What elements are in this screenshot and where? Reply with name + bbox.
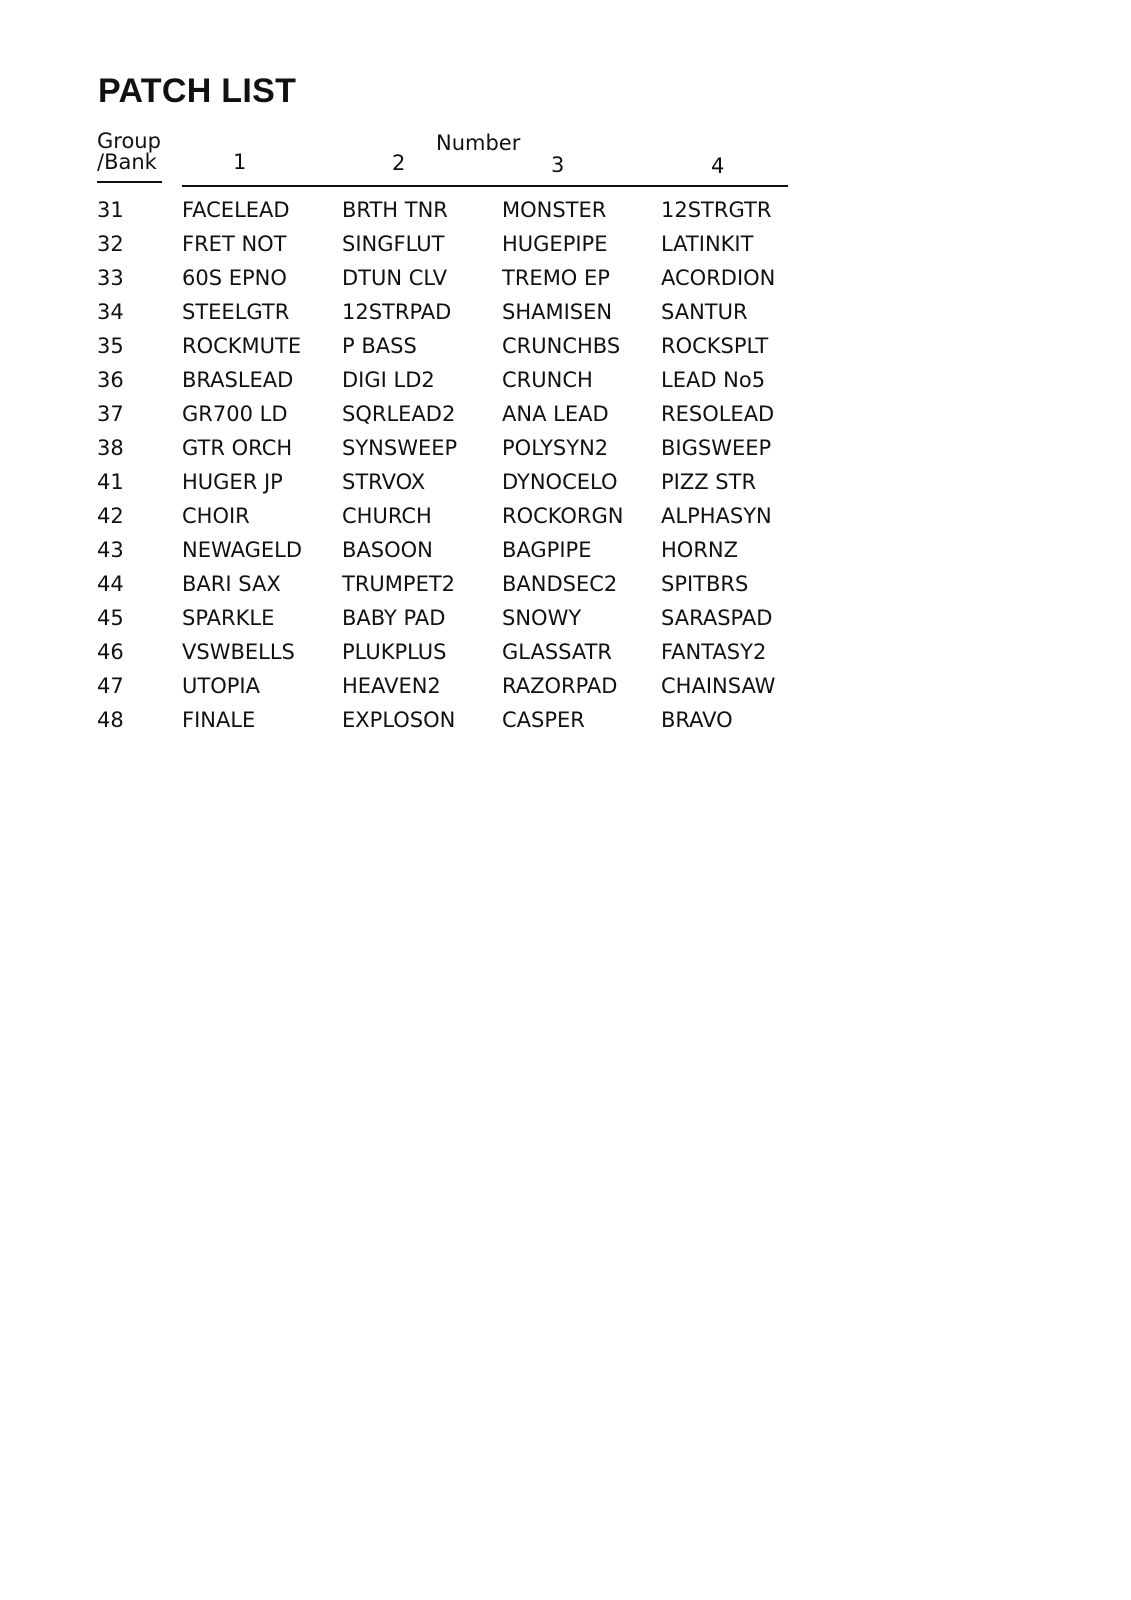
patch-cell: CHAINSAW — [661, 674, 776, 698]
patch-cell: STRVOX — [342, 470, 426, 494]
patch-cell: 60S EPNO — [182, 266, 287, 290]
bank-cell: 31 — [97, 198, 124, 222]
number-header-rule — [182, 185, 788, 187]
patch-cell: SINGFLUT — [342, 232, 445, 256]
table-row — [0, 231, 800, 259]
bank-cell: 45 — [97, 606, 124, 630]
patch-cell: LATINKIT — [661, 232, 754, 256]
table-row — [0, 707, 800, 735]
table-row — [0, 435, 800, 463]
patch-cell: CRUNCHBS — [502, 334, 621, 358]
patch-cell: GLASSATR — [502, 640, 613, 664]
patch-cell: ANA LEAD — [502, 402, 609, 426]
bank-cell: 35 — [97, 334, 124, 358]
patch-cell: SNOWY — [502, 606, 582, 630]
patch-cell: SPARKLE — [182, 606, 275, 630]
patch-cell: FANTASY2 — [661, 640, 767, 664]
patch-cell: BRASLEAD — [182, 368, 294, 392]
page-title: PATCH LIST — [98, 72, 297, 110]
patch-cell: HEAVEN2 — [342, 674, 441, 698]
patch-cell: CHOIR — [182, 504, 250, 528]
patch-cell: FINALE — [182, 708, 256, 732]
bank-cell: 47 — [97, 674, 124, 698]
table-row — [0, 197, 800, 225]
patch-cell: FRET NOT — [182, 232, 287, 256]
patch-cell: DYNOCELO — [502, 470, 618, 494]
patch-cell: BARI SAX — [182, 572, 281, 596]
patch-cell: GR700 LD — [182, 402, 288, 426]
table-row — [0, 401, 800, 429]
column-header-number-4: 4 — [711, 154, 725, 178]
patch-cell: HUGER JP — [182, 470, 283, 494]
group-header-rule — [97, 181, 162, 183]
patch-cell: CRUNCH — [502, 368, 593, 392]
patch-cell: HUGEPIPE — [502, 232, 608, 256]
patch-cell: CHURCH — [342, 504, 432, 528]
patch-cell: BABY PAD — [342, 606, 446, 630]
patch-cell: BAGPIPE — [502, 538, 592, 562]
table-row — [0, 265, 800, 293]
patch-cell: ROCKMUTE — [182, 334, 302, 358]
patch-cell: SPITBRS — [661, 572, 749, 596]
patch-cell: DTUN CLV — [342, 266, 448, 290]
patch-cell: BANDSEC2 — [502, 572, 618, 596]
bank-cell: 34 — [97, 300, 124, 324]
patch-cell: EXPLOSON — [342, 708, 456, 732]
column-header-number-3: 3 — [551, 153, 565, 177]
bank-cell: 43 — [97, 538, 124, 562]
patch-cell: TREMO EP — [502, 266, 610, 290]
patch-cell: BRTH TNR — [342, 198, 448, 222]
patch-cell: UTOPIA — [182, 674, 260, 698]
patch-cell: SQRLEAD2 — [342, 402, 456, 426]
patch-cell: BASOON — [342, 538, 433, 562]
bank-cell: 33 — [97, 266, 124, 290]
patch-cell: HORNZ — [661, 538, 739, 562]
table-row — [0, 469, 800, 497]
patch-cell: ROCKSPLT — [661, 334, 769, 358]
patch-cell: VSWBELLS — [182, 640, 295, 664]
patch-cell: P BASS — [342, 334, 417, 358]
table-row — [0, 639, 800, 667]
table-row — [0, 367, 800, 395]
column-header-number: Number — [436, 131, 521, 155]
table-row — [0, 571, 800, 599]
patch-cell: ACORDION — [661, 266, 776, 290]
table-row — [0, 503, 800, 531]
patch-cell: 12STRPAD — [342, 300, 452, 324]
column-header-bank: /Bank — [97, 150, 157, 174]
patch-cell: SHAMISEN — [502, 300, 613, 324]
patch-cell: NEWAGELD — [182, 538, 303, 562]
table-row — [0, 673, 800, 701]
patch-cell: GTR ORCH — [182, 436, 293, 460]
patch-cell: BRAVO — [661, 708, 733, 732]
patch-cell: TRUMPET2 — [342, 572, 456, 596]
bank-cell: 36 — [97, 368, 124, 392]
bank-cell: 44 — [97, 572, 124, 596]
patch-cell: RAZORPAD — [502, 674, 618, 698]
patch-cell: FACELEAD — [182, 198, 290, 222]
patch-cell: CASPER — [502, 708, 585, 732]
table-row — [0, 299, 800, 327]
patch-cell: DIGI LD2 — [342, 368, 435, 392]
column-header-group: Group — [97, 129, 161, 153]
bank-cell: 32 — [97, 232, 124, 256]
column-header-number-2: 2 — [392, 151, 406, 175]
table-row — [0, 605, 800, 633]
table-row — [0, 537, 800, 565]
patch-cell: STEELGTR — [182, 300, 290, 324]
patch-cell: PLUKPLUS — [342, 640, 447, 664]
patch-cell: PIZZ STR — [661, 470, 757, 494]
patch-cell: SARASPAD — [661, 606, 773, 630]
bank-cell: 48 — [97, 708, 124, 732]
patch-cell: POLYSYN2 — [502, 436, 609, 460]
patch-cell: BIGSWEEP — [661, 436, 772, 460]
bank-cell: 37 — [97, 402, 124, 426]
bank-cell: 38 — [97, 436, 124, 460]
patch-cell: RESOLEAD — [661, 402, 775, 426]
patch-cell: SYNSWEEP — [342, 436, 458, 460]
bank-cell: 46 — [97, 640, 124, 664]
bank-cell: 42 — [97, 504, 124, 528]
patch-cell: MONSTER — [502, 198, 607, 222]
patch-cell: ROCKORGN — [502, 504, 624, 528]
patch-cell: SANTUR — [661, 300, 748, 324]
bank-cell: 41 — [97, 470, 124, 494]
patch-cell: 12STRGTR — [661, 198, 772, 222]
table-row — [0, 333, 800, 361]
patch-cell: LEAD No5 — [661, 368, 766, 392]
column-header-number-1: 1 — [233, 150, 247, 174]
patch-cell: ALPHASYN — [661, 504, 772, 528]
